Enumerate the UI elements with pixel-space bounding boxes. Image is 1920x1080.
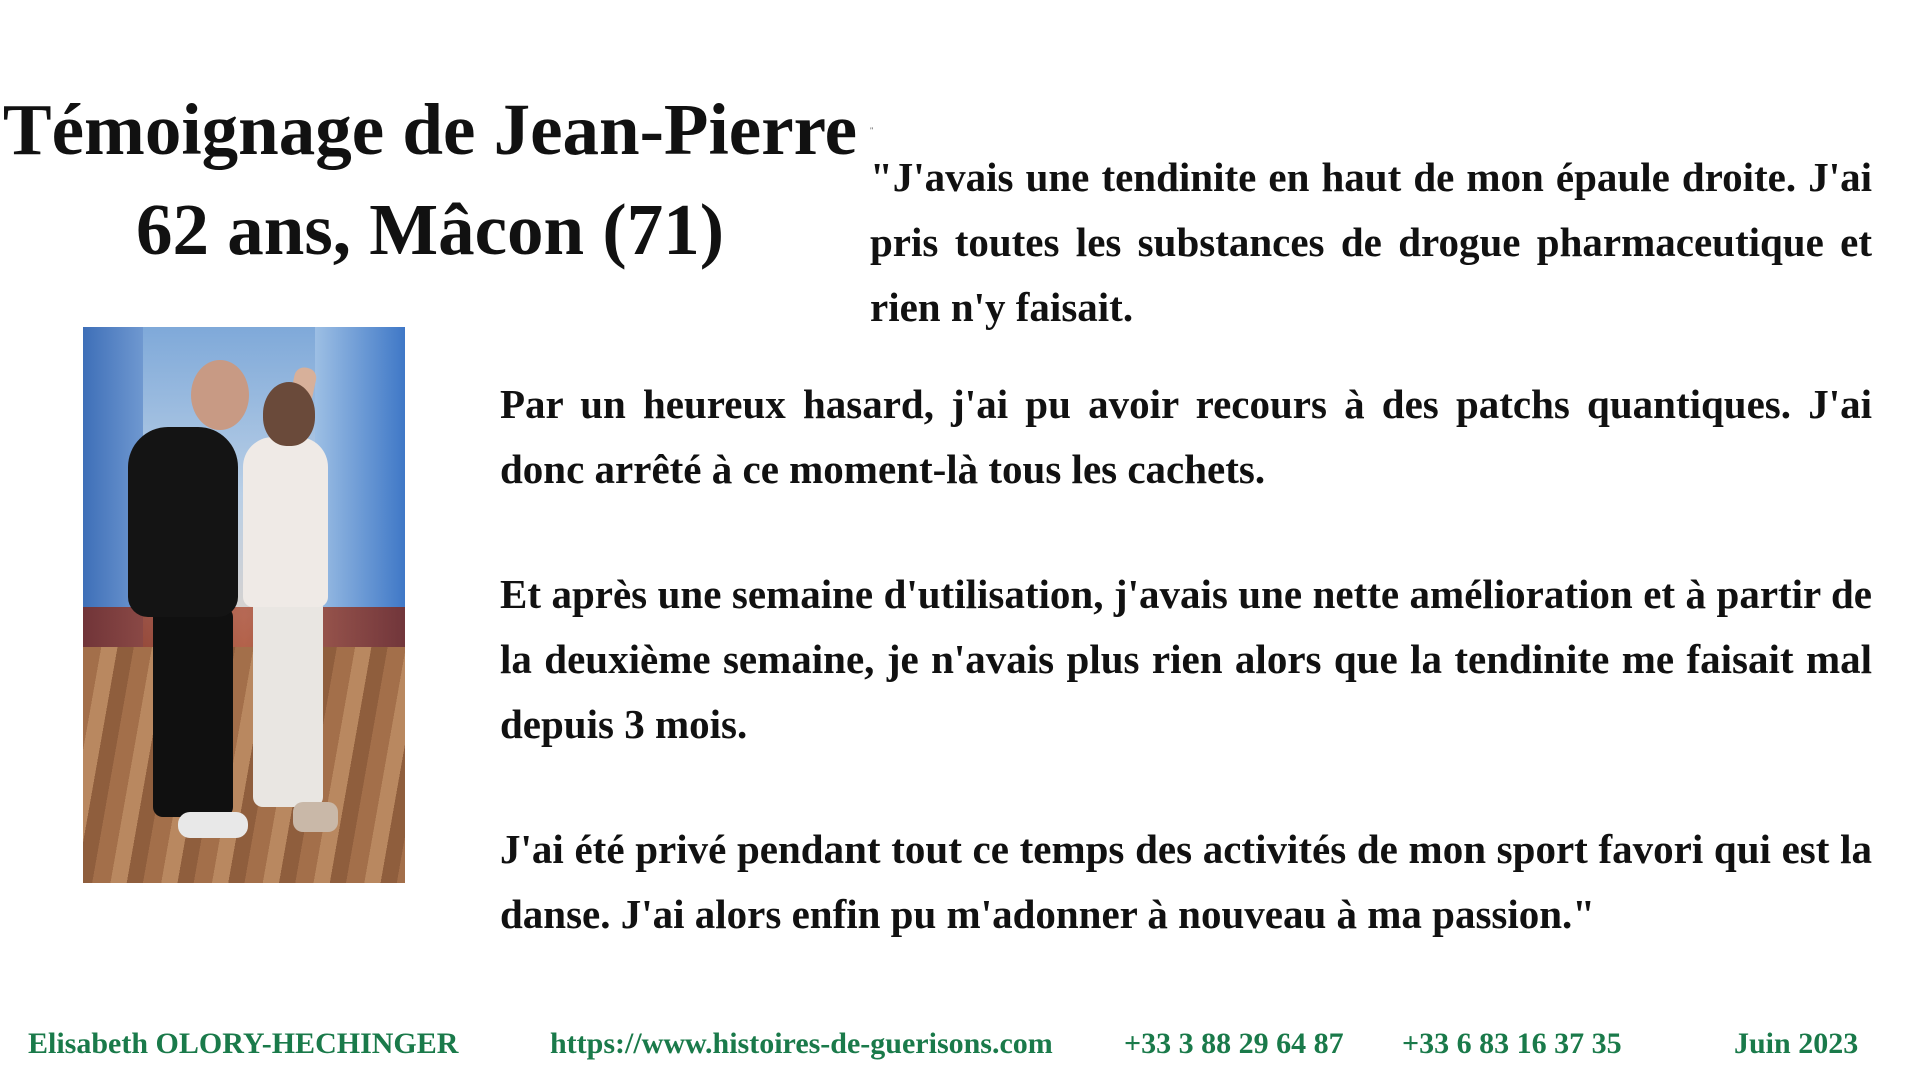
photo-woman-legs: [253, 597, 323, 807]
photo-man-shoe: [178, 812, 248, 838]
testimony-paragraph-3: J'ai été privé pendant tout ce temps des activités de mon sport favori qui est la danse. J'ai alors enfin pu m'adonner à nouveau à ma passion.": [500, 826, 1872, 937]
footer: [28, 1027, 1880, 1067]
footer-website-link[interactable]: https://www.histoires-de-guerisons.com: [550, 1027, 1053, 1060]
footer-phone-1: +33 3 88 29 64 87: [1124, 1027, 1344, 1060]
photo-man-body: [128, 427, 238, 617]
title-line-age-city: 62 ans, Mâcon (71): [135, 189, 725, 270]
footer-phone-2: +33 6 83 16 37 35: [1402, 1027, 1622, 1060]
photo-woman-shoe: [293, 802, 338, 832]
photo-wood-floor: [83, 647, 405, 883]
title-line-name: Témoignage de Jean-Pierre: [2, 89, 858, 170]
testimony-paragraph-2: Et après une semaine d'utilisation, j'avais une nette amélioration et à partir de la deuxième semaine, je n'avais plus rien alors que la tendinite me faisait mal depuis 3 mois.: [500, 571, 1872, 747]
photo-woman-body: [243, 437, 328, 607]
footer-author: Elisabeth OLORY-HECHINGER: [28, 1027, 459, 1060]
photo-dancing-couple: [83, 327, 405, 883]
small-quote-mark: ": [870, 126, 874, 135]
page-title: [0, 80, 860, 280]
footer-date: Juin 2023: [1734, 1027, 1859, 1060]
photo-woman-head: [263, 382, 315, 446]
photo-man-legs: [153, 607, 233, 817]
testimony-body: [500, 372, 1872, 947]
testimony-intro: "J'avais une tendinite en haut de mon épaule droite. J'ai pris toutes les substances de drogue pharmaceutique et rien n'y faisait.: [870, 154, 1872, 330]
testimony-paragraph-1: Par un heureux hasard, j'ai pu avoir recours à des patchs quantiques. J'ai donc arrêté à ce moment-là tous les cachets.: [500, 381, 1872, 492]
photo-man-head: [191, 360, 249, 430]
